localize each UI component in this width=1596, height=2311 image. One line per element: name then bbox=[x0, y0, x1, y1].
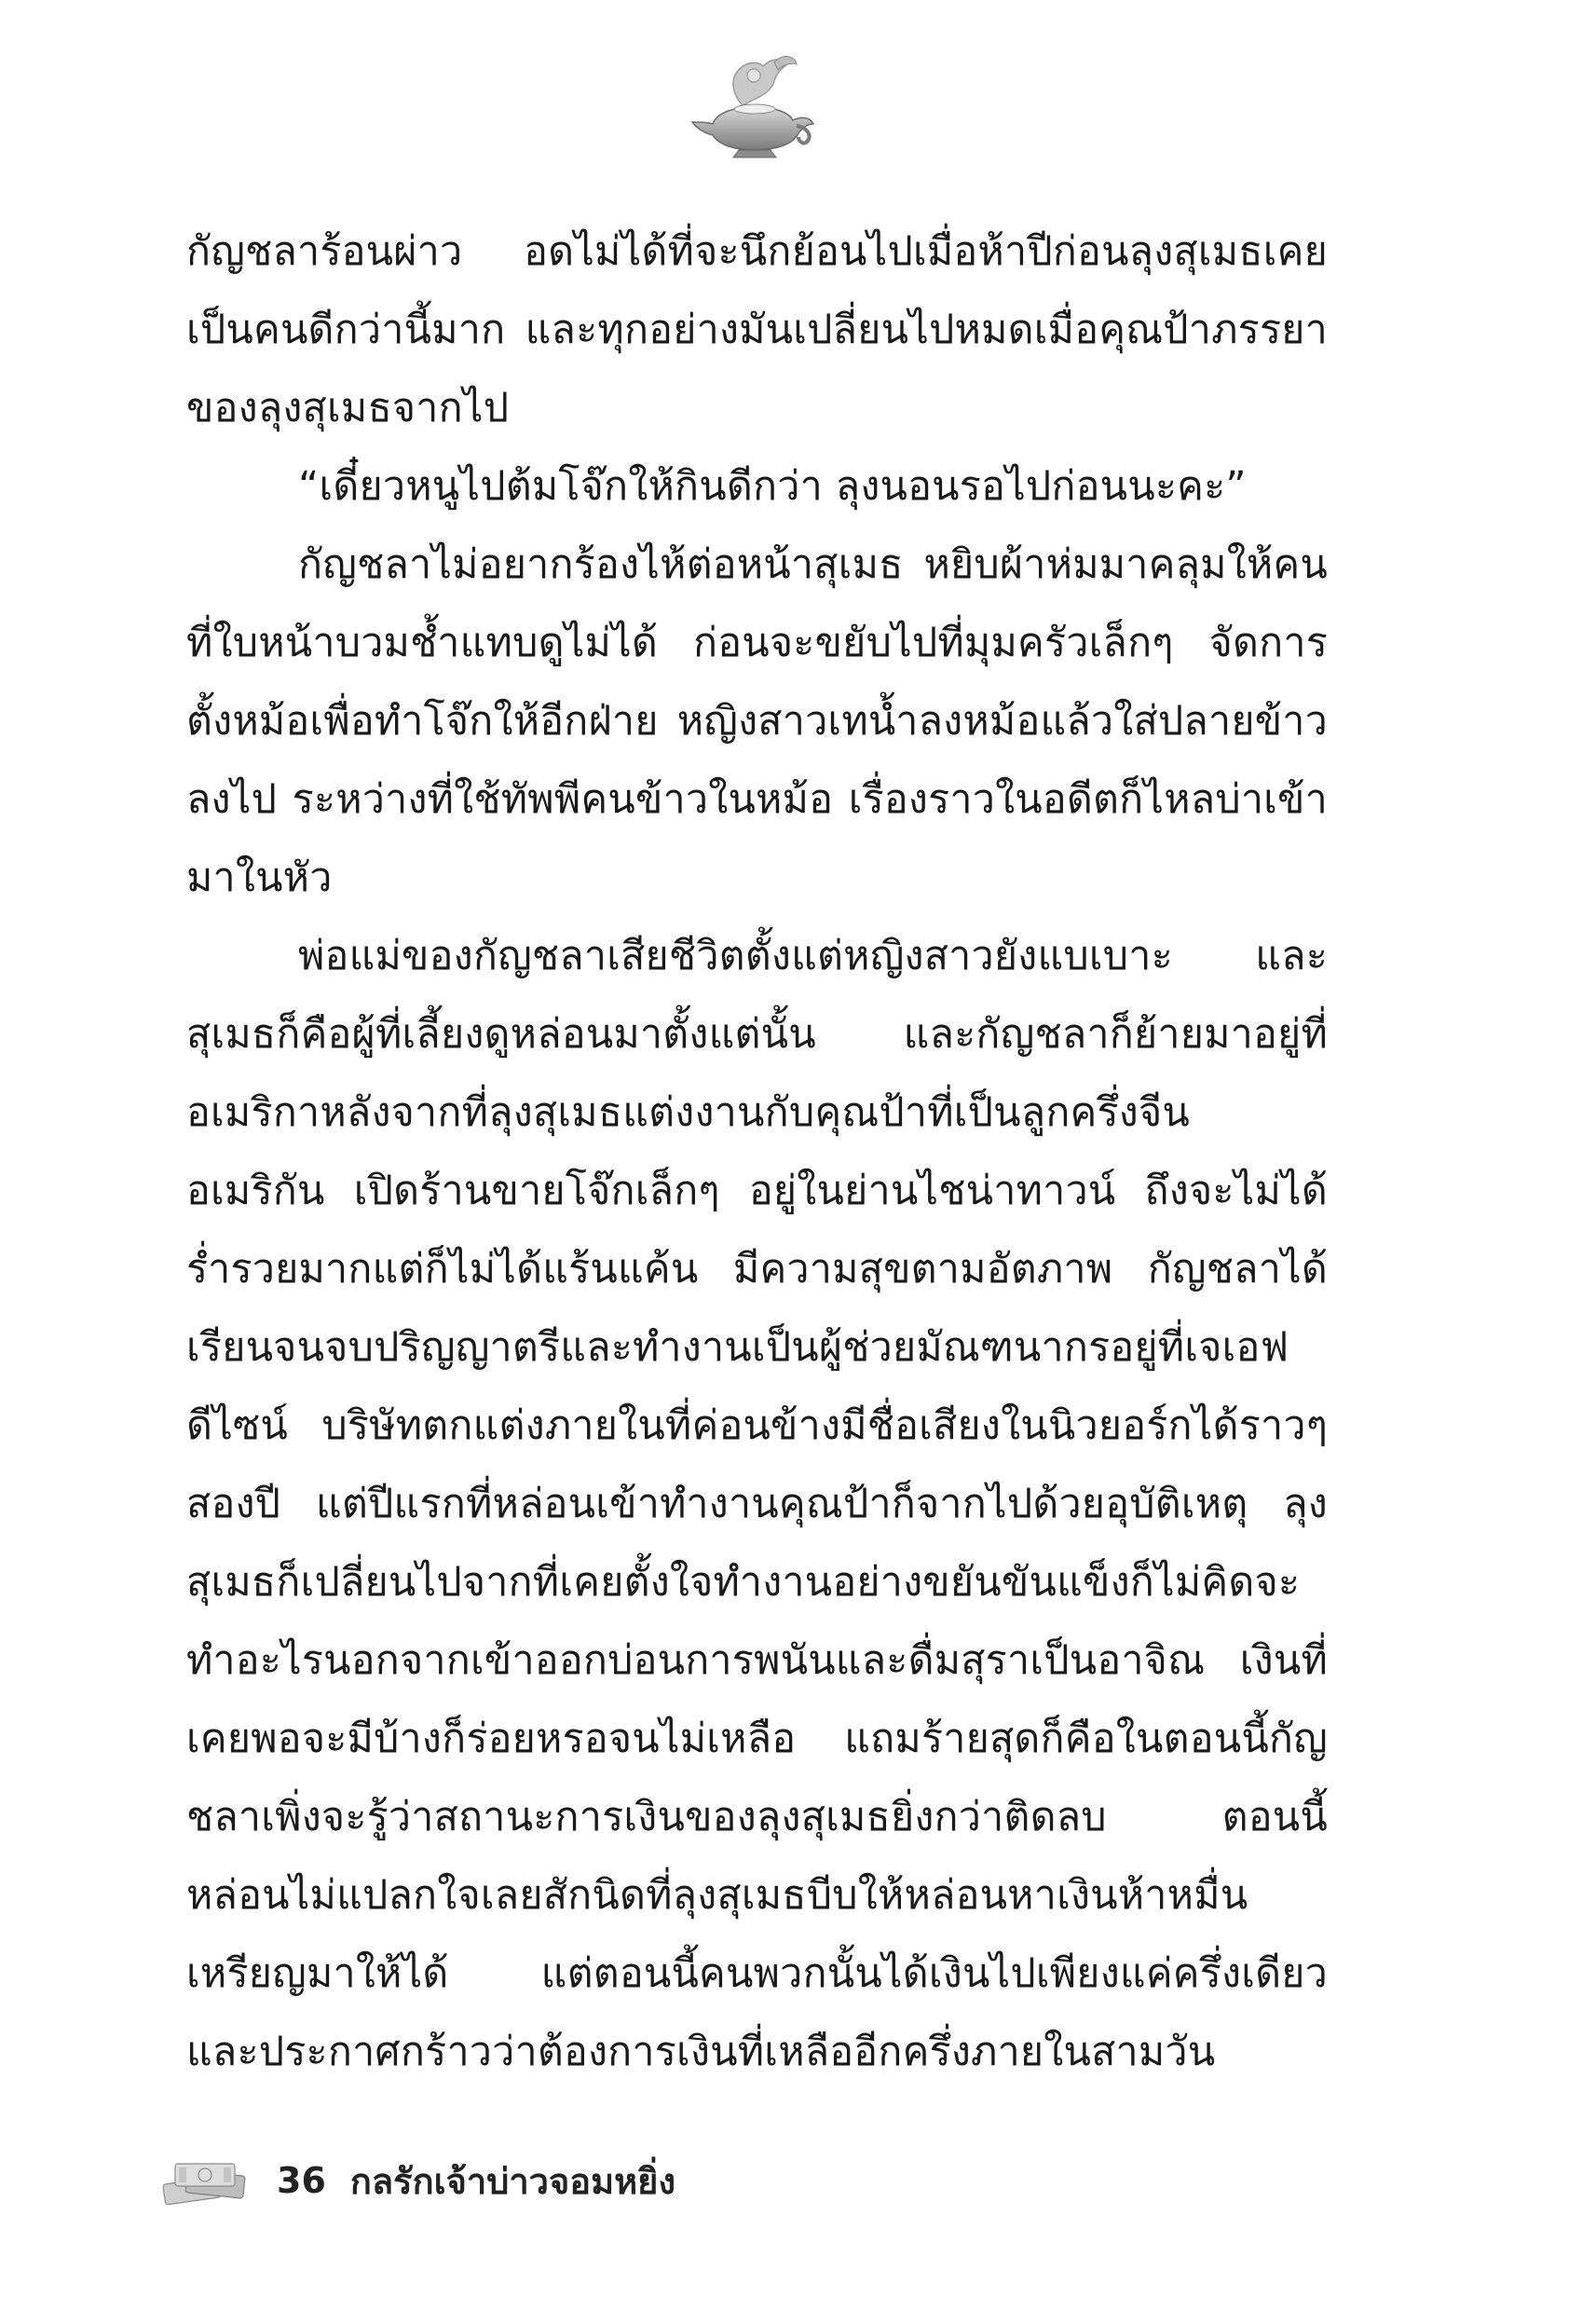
page-footer bbox=[158, 2148, 675, 2213]
paragraph: กัญชลาร้อนผ่าว อดไม่ได้ที่จะนึกย้อนไปเมื่อห้าปีก่อนลุงสุเมธเคยเป็นคนดีกว่านี้มาก และทุกอย่างมันเปลี่ยนไปหมดเมื่อคุณป้าภรรยาของลุงสุเมธจากไป bbox=[186, 228, 1328, 431]
chapter-body-text bbox=[186, 212, 1328, 2091]
paragraph: “เดี๋ยวหนูไปต้มโจ๊กให้กินดีกว่า ลุงนอนรอไปก่อนนะคะ” bbox=[298, 463, 1247, 510]
book-title: กลรักเจ้าบ่าวจอมหยิ่ง bbox=[349, 2160, 675, 2202]
paragraph: กัญชลาไม่อยากร้องไห้ต่อหน้าสุเมธ หยิบผ้าห่มมาคลุมให้คนที่ใบหน้าบวมช้ำแทบดูไม่ได้ ก่อนจะขยับไปที่มุมครัวเล็กๆ จัดการตั้งหม้อเพื่อทำโจ๊กให้อีกฝ่าย หญิงสาวเทน้ำลงหม้อแล้วใส่ปลายข้าวลงไป ระหว่างที่ใช้ทัพพีคนข้าวในหม้อ เรื่องราวในอดีตก็ไหลบ่าเข้ามาในหัว bbox=[186, 541, 1328, 901]
genie-lamp-icon bbox=[685, 51, 825, 163]
paragraph: พ่อแม่ของกัญชลาเสียชีวิตตั้งแต่หญิงสาวยังแบเบาะ และสุเมธก็คือผู้ที่เลี้ยงดูหล่อนมาตั้งแต่นั้น และกัญชลาก็ย้ายมาอยู่ที่อเมริกาหลังจากที่ลุงสุเมธแต่งงานกับคุณป้าที่เป็นลูกครึ่งจีนอเมริกัน เปิดร้านขายโจ๊กเล็กๆ อยู่ในย่านไชน่าทาวน์ ถึงจะไม่ได้ร่ำรวยมากแต่ก็ไม่ได้แร้นแค้น มีความสุขตามอัตภาพ กัญชลาได้เรียนจนจบปริญญาตรีและทำงานเป็นผู้ช่วยมัณฑนากรอยู่ที่เจเอฟดีไซน์ บริษัทตกแต่งภายในที่ค่อนข้างมีชื่อเสียงในนิวยอร์กได้ราวๆ สองปี แต่ปีแรกที่หล่อนเข้าทำงานคุณป้าก็จากไปด้วยอุบัติเหตุ ลุงสุเมธก็เปลี่ยนไปจากที่เคยตั้งใจทำงานอย่างขยันขันแข็งก็ไม่คิดจะทำอะไรนอกจากเข้าออกบ่อนการพนันและดื่มสุราเป็นอาจิณ เงินที่เคยพอจะมีบ้างก็ร่อยหรอจนไม่เหลือ แถมร้ายสุดก็คือในตอนนี้กัญชลาเพิ่งจะรู้ว่าสถานะการเงินของลุงสุเมธยิ่งกว่าติดลบ ตอนนี้หล่อนไม่แปลกใจเลยสักนิดที่ลุงสุเมธบีบให้หล่อนหาเงินห้าหมื่นเหรียญมาให้ได้ แต่ตอนนี้คนพวกนั้นได้เงินไปเพียงแค่ครึ่งเดียว และประกาศกร้าวว่าต้องการเงินที่เหลืออีกครึ่งภายในสามวัน bbox=[186, 933, 1328, 2075]
page-number: 36 bbox=[277, 2160, 326, 2201]
money-stack-icon bbox=[158, 2153, 256, 2208]
